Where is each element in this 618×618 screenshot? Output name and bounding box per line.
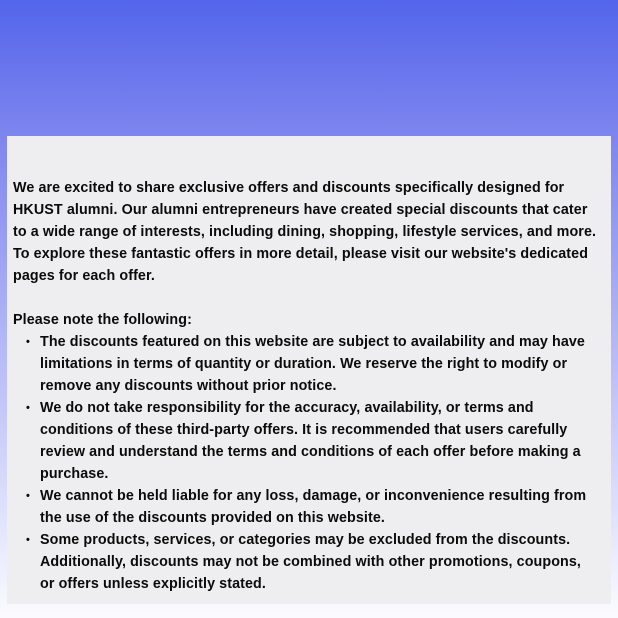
content-card xyxy=(7,136,611,604)
note-text: The discounts featured on this website are subject to availability and may have limitations in terms of quantity or duration. We reserve the right to modify or remove any discounts without prior notice. xyxy=(40,334,585,394)
list-item xyxy=(13,397,597,485)
intro-paragraph: We are excited to share exclusive offers and discounts specifically designed for HKUST alumni. Our alumni entrepreneurs have created special discounts that cater to a wide range of interests, including dining, shopping, lifestyle services, and more. To explore these fantastic offers in more detail, please visit our website's dedicated pages for each offer. xyxy=(13,180,597,284)
list-item xyxy=(13,485,597,529)
bullet-icon: • xyxy=(26,534,30,546)
notes-list xyxy=(13,331,597,595)
bullet-icon: • xyxy=(26,336,30,348)
notes-heading: Please note the following: xyxy=(13,312,192,328)
note-text: We do not take responsibility for the accuracy, availability, or terms and conditions of these third-party offers. It is recommended that users carefully review and understand the terms and conditions of each offer before making a purchase. xyxy=(40,400,581,482)
bullet-icon: • xyxy=(26,402,30,414)
list-item xyxy=(13,529,597,595)
note-text: We cannot be held liable for any loss, damage, or inconvenience resulting from the use of the discounts provided on this website. xyxy=(40,488,587,526)
bullet-icon: • xyxy=(26,490,30,502)
note-text: Some products, services, or categories may be excluded from the discounts. Additionally, discounts may not be combined with other promotions, coupons, or offers unless explicitly stated. xyxy=(40,532,582,592)
list-item xyxy=(13,331,597,397)
